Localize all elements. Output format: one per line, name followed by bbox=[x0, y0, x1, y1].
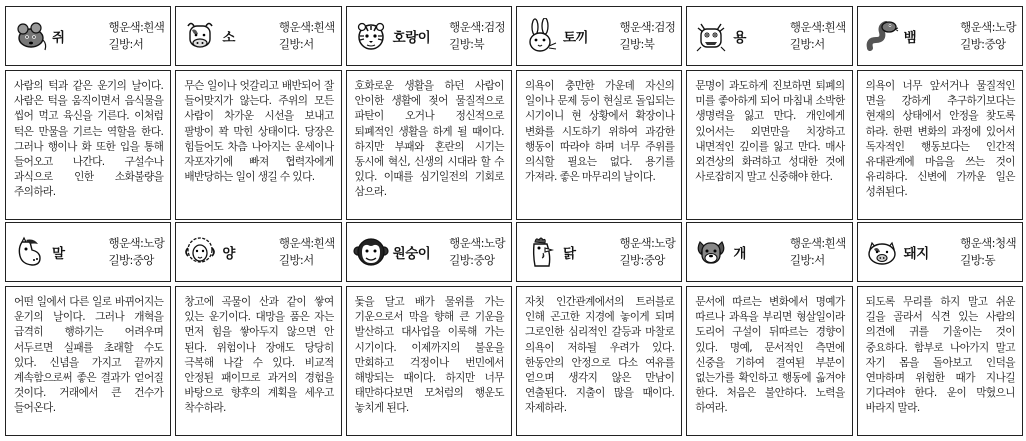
lucky-color-label: 행운색 bbox=[960, 236, 992, 250]
card-header bbox=[857, 6, 1023, 66]
lucky-direction-label: 길방 bbox=[278, 37, 300, 51]
lucky-color: 흰색 bbox=[143, 20, 165, 34]
card-header bbox=[175, 6, 341, 66]
lucky-color-label: 행운색 bbox=[960, 20, 992, 34]
fortune-text: 어떤 일에서 다른 일로 바뀌어지는 운기의 날이다. 그러나 개혁을 급격히 행하기는 어려우며 서두르면 실패를 초래할 수도 있다. 신념을 가지고 끝까지 계속함으로써 좋은 결과가 얻어질 것이다. 거래에서 큰 건수가 들어온다. bbox=[5, 286, 171, 436]
lucky-color-label: 행운색 bbox=[619, 20, 652, 34]
horse-icon bbox=[12, 234, 48, 270]
luck-info: 행운색 : 흰색 길방 : 서 bbox=[278, 20, 335, 51]
tiger-icon bbox=[353, 18, 389, 54]
lucky-color: 노랑 bbox=[994, 20, 1016, 34]
zodiac-card-rabbit bbox=[516, 6, 682, 220]
luck-info: 행운색 : 흰색 길방 : 서 bbox=[789, 20, 846, 51]
snake-icon bbox=[864, 18, 900, 54]
lucky-direction: 북 bbox=[473, 37, 484, 51]
lucky-color-label: 행운색 bbox=[789, 20, 822, 34]
card-header bbox=[516, 6, 682, 66]
animal-name: 뱀 bbox=[903, 30, 917, 46]
fortune-text: 사람의 턱과 같은 운기의 날이다. 사람은 턱을 움직이면서 음식물을 씹어 먹고 육신을 기른다. 이처럼 턱은 만물을 기르는 역할을 한다. 그러나 행이나 화 또한 입을 통해 들어오고 나간다. 구설수나 과식으로 인한 소화불량을 주의하라. bbox=[5, 70, 171, 220]
fortune-text: 창고에 곡물이 산과 같이 쌓여 있는 운기이다. 대망을 품은 자는 먼저 힘을 쌓아두지 않으면 안 된다. 위험이나 장애도 당당히 극복해 나갈 수 있다. 비교적 안정된 패이므로 과거의 경험을 바탕으로 향후의 계획을 세우고 착수하라. bbox=[175, 286, 341, 436]
fortune-text: 문서에 따르는 변화에서 명예가 따르나 과욕을 부리면 형살일이라 도리어 구설이 뒤따르는 경향이 있다. 명예, 문서적인 측면에 신중을 기하여 결여된 부분이 없는가를 확인하고 행동에 옮겨야 한다. 처음은 불안하다. 노력을 하여라. bbox=[686, 286, 852, 436]
zodiac-card-dragon bbox=[686, 6, 852, 220]
lucky-direction: 중앙 bbox=[473, 253, 495, 267]
lucky-color: 흰색 bbox=[824, 20, 846, 34]
lucky-direction-label: 길방 bbox=[278, 253, 300, 267]
luck-info: 행운색 : 노랑 길방 : 중앙 bbox=[108, 236, 165, 267]
lucky-color: 노랑 bbox=[654, 236, 676, 250]
lucky-color: 흰색 bbox=[313, 20, 335, 34]
fortune-text: 의욕이 충만한 가운데 자신의 일이나 문제 등이 현실로 돌입되는 시기이니 현 상황에서 확장이나 변화를 시도하기 위하여 과감한 행동이 따라야 하며 너무 주위를 의식할 필요는 없다. 용기를 가져라. 좋은 마무리의 날이다. bbox=[516, 70, 682, 220]
card-header bbox=[175, 222, 341, 282]
animal-name: 쥐 bbox=[52, 30, 65, 46]
lucky-direction-label: 길방 bbox=[619, 37, 641, 51]
lucky-direction-label: 길방 bbox=[789, 253, 811, 267]
ox-icon bbox=[182, 18, 218, 54]
rooster-icon bbox=[523, 234, 559, 270]
zodiac-card-monkey bbox=[346, 222, 512, 436]
rat-icon bbox=[12, 18, 48, 54]
lucky-direction: 북 bbox=[643, 37, 655, 51]
monkey-icon bbox=[353, 234, 389, 270]
zodiac-card-tiger bbox=[346, 6, 512, 220]
card-header bbox=[5, 6, 171, 66]
lucky-direction: 서 bbox=[303, 253, 314, 267]
luck-info: 행운색 : 흰색 길방 : 서 bbox=[789, 236, 846, 267]
lucky-direction-label: 길방 bbox=[449, 253, 471, 267]
lucky-direction: 중앙 bbox=[984, 37, 1006, 51]
animal-name: 토끼 bbox=[562, 30, 589, 46]
lucky-color: 검정 bbox=[654, 20, 676, 34]
lucky-color-label: 행운색 bbox=[278, 236, 311, 250]
lucky-color: 흰색 bbox=[313, 236, 335, 250]
fortune-text: 되도록 무리를 하지 말고 쉬운 길을 골라서 식견 있는 사람의 의견에 귀를 기울이는 것이 중요하다. 함부로 나아가지 말고 자기 몸을 돌아보고 인덕을 연마하며 위험한 때가 지나길 기다려야 한다. 운이 막혔으니 바라지 말라. bbox=[857, 286, 1023, 436]
luck-info: 행운색 : 검정 길방 : 북 bbox=[619, 20, 676, 51]
luck-info: 행운색 : 청색 길방 : 동 bbox=[960, 236, 1016, 267]
animal-name: 돼지 bbox=[903, 246, 929, 262]
lucky-direction-label: 길방 bbox=[449, 37, 471, 51]
pig-icon bbox=[864, 234, 900, 270]
lucky-direction: 중앙 bbox=[132, 253, 154, 267]
lucky-color: 흰색 bbox=[824, 236, 846, 250]
animal-name: 개 bbox=[733, 246, 746, 262]
fortune-text: 자칫 인간관계에서의 트러블로 인해 곤고한 지경에 놓이게 되며 그로인한 심리적인 갈등과 마찰로 의욕이 저하될 우려가 있다. 한동안의 안정으로 다소 여유를 얻으며 생각지 않은 만남이 연출된다. 지출이 많을 때이다. 자제하라. bbox=[516, 286, 682, 436]
lucky-direction: 중앙 bbox=[643, 253, 665, 267]
lucky-direction-label: 길방 bbox=[619, 253, 641, 267]
animal-name: 닭 bbox=[562, 246, 576, 262]
lucky-color: 검정 bbox=[483, 20, 505, 34]
lucky-direction-label: 길방 bbox=[960, 253, 982, 267]
lucky-color-label: 행운색 bbox=[278, 20, 311, 34]
fortune-text: 문명이 과도하게 진보하면 퇴폐의 미를 좋아하게 되어 마침내 소박한 생명력을 잃고 만다. 개인에게 있어서는 외면만을 치장하고 내면적인 깊이를 잃고 만다. 매사 외견상의 화려하고 성대한 것에 사로잡히지 말고 신중해야 한다. bbox=[686, 70, 852, 220]
luck-info: 행운색 : 노랑 길방 : 중앙 bbox=[960, 20, 1016, 51]
zodiac-card-rat bbox=[5, 6, 171, 220]
lucky-direction: 서 bbox=[814, 253, 825, 267]
dog-icon bbox=[693, 234, 729, 270]
zodiac-card-rooster bbox=[516, 222, 682, 436]
animal-name: 용 bbox=[733, 30, 746, 46]
card-header bbox=[516, 222, 682, 282]
fortune-text: 돛을 달고 배가 물위를 가는 기운으로서 막을 향해 큰 기운을 발산하고 대사업을 이룩해 가는 시기이다. 이제까지의 불운을 만회하고 걱정이나 번민에서 해방되는 때이다. 하지만 너무 태만하다보면 모처럼의 행운도 놓치게 된다. bbox=[346, 286, 512, 436]
zodiac-card-sheep bbox=[175, 222, 341, 436]
zodiac-grid bbox=[5, 6, 1023, 436]
animal-name: 양 bbox=[222, 246, 235, 262]
dragon-icon bbox=[693, 18, 729, 54]
animal-name: 소 bbox=[222, 30, 235, 46]
animal-name: 호랑이 bbox=[392, 30, 431, 46]
zodiac-card-horse bbox=[5, 222, 171, 436]
lucky-direction-label: 길방 bbox=[108, 253, 130, 267]
card-header bbox=[857, 222, 1023, 282]
rabbit-icon bbox=[523, 18, 559, 54]
lucky-direction: 동 bbox=[984, 253, 995, 267]
lucky-direction: 서 bbox=[303, 37, 314, 51]
lucky-color-label: 행운색 bbox=[619, 236, 652, 250]
card-header bbox=[346, 6, 512, 66]
lucky-direction-label: 길방 bbox=[960, 37, 982, 51]
fortune-text: 무슨 일이나 엇갈리고 배반되어 잘 들어맞지가 않는다. 주위의 모든 사람이 차가운 시선을 보내고 팔방이 꽉 막힌 상태이다. 당장은 힘들어도 차츰 나아지는 운세이나 자포자기에 빠져 협력자에게 배반당하는 일이 생길 수 있다. bbox=[175, 70, 341, 220]
lucky-color: 노랑 bbox=[483, 236, 505, 250]
lucky-direction: 서 bbox=[132, 37, 144, 51]
lucky-direction-label: 길방 bbox=[789, 37, 811, 51]
card-header bbox=[5, 222, 171, 282]
lucky-direction-label: 길방 bbox=[108, 37, 130, 51]
lucky-color: 노랑 bbox=[143, 236, 165, 250]
zodiac-card-dog bbox=[686, 222, 852, 436]
luck-info: 행운색 : 노랑 길방 : 중앙 bbox=[449, 236, 505, 267]
animal-name: 원숭이 bbox=[392, 246, 431, 262]
lucky-color-label: 행운색 bbox=[108, 236, 141, 250]
zodiac-card-ox bbox=[175, 6, 341, 220]
zodiac-card-pig bbox=[857, 222, 1023, 436]
luck-info: 행운색 : 검정 길방 : 북 bbox=[449, 20, 505, 51]
sheep-icon bbox=[182, 234, 218, 270]
fortune-text: 의욕이 너무 앞서거나 물질적인 면을 강하게 추구하기보다는 현재의 상태에서 안정을 찾도록 하라. 한편 변화의 과정에 있어서 독자적인 행동보다는 인간적 유대관계에 마음을 쓰는 것이 유리하다. 신변에 가까운 일은 성취된다. bbox=[857, 70, 1023, 220]
card-header bbox=[686, 222, 852, 282]
lucky-color-label: 행운색 bbox=[449, 236, 481, 250]
lucky-color: 청색 bbox=[994, 236, 1016, 250]
luck-info: 행운색 : 노랑 길방 : 중앙 bbox=[619, 236, 676, 267]
luck-info: 행운색 : 흰색 길방 : 서 bbox=[108, 20, 165, 51]
zodiac-card-snake bbox=[857, 6, 1023, 220]
lucky-direction: 서 bbox=[814, 37, 825, 51]
animal-name: 말 bbox=[52, 246, 65, 262]
lucky-color-label: 행운색 bbox=[108, 20, 141, 34]
card-header bbox=[686, 6, 852, 66]
fortune-text: 호화로운 생활을 하던 사람이 안이한 생활에 젖어 물질적으로 파탄이 오거나 정신적으로 퇴폐적인 생활을 하게 될 때이다. 하지만 부패와 혼란의 시기는 동시에 혁신, 신생의 시대라 할 수 있다. 이때를 심기일전의 기회로 삼으라. bbox=[346, 70, 512, 220]
lucky-color-label: 행운색 bbox=[449, 20, 481, 34]
lucky-color-label: 행운색 bbox=[789, 236, 822, 250]
card-header bbox=[346, 222, 512, 282]
luck-info: 행운색 : 흰색 길방 : 서 bbox=[278, 236, 335, 267]
